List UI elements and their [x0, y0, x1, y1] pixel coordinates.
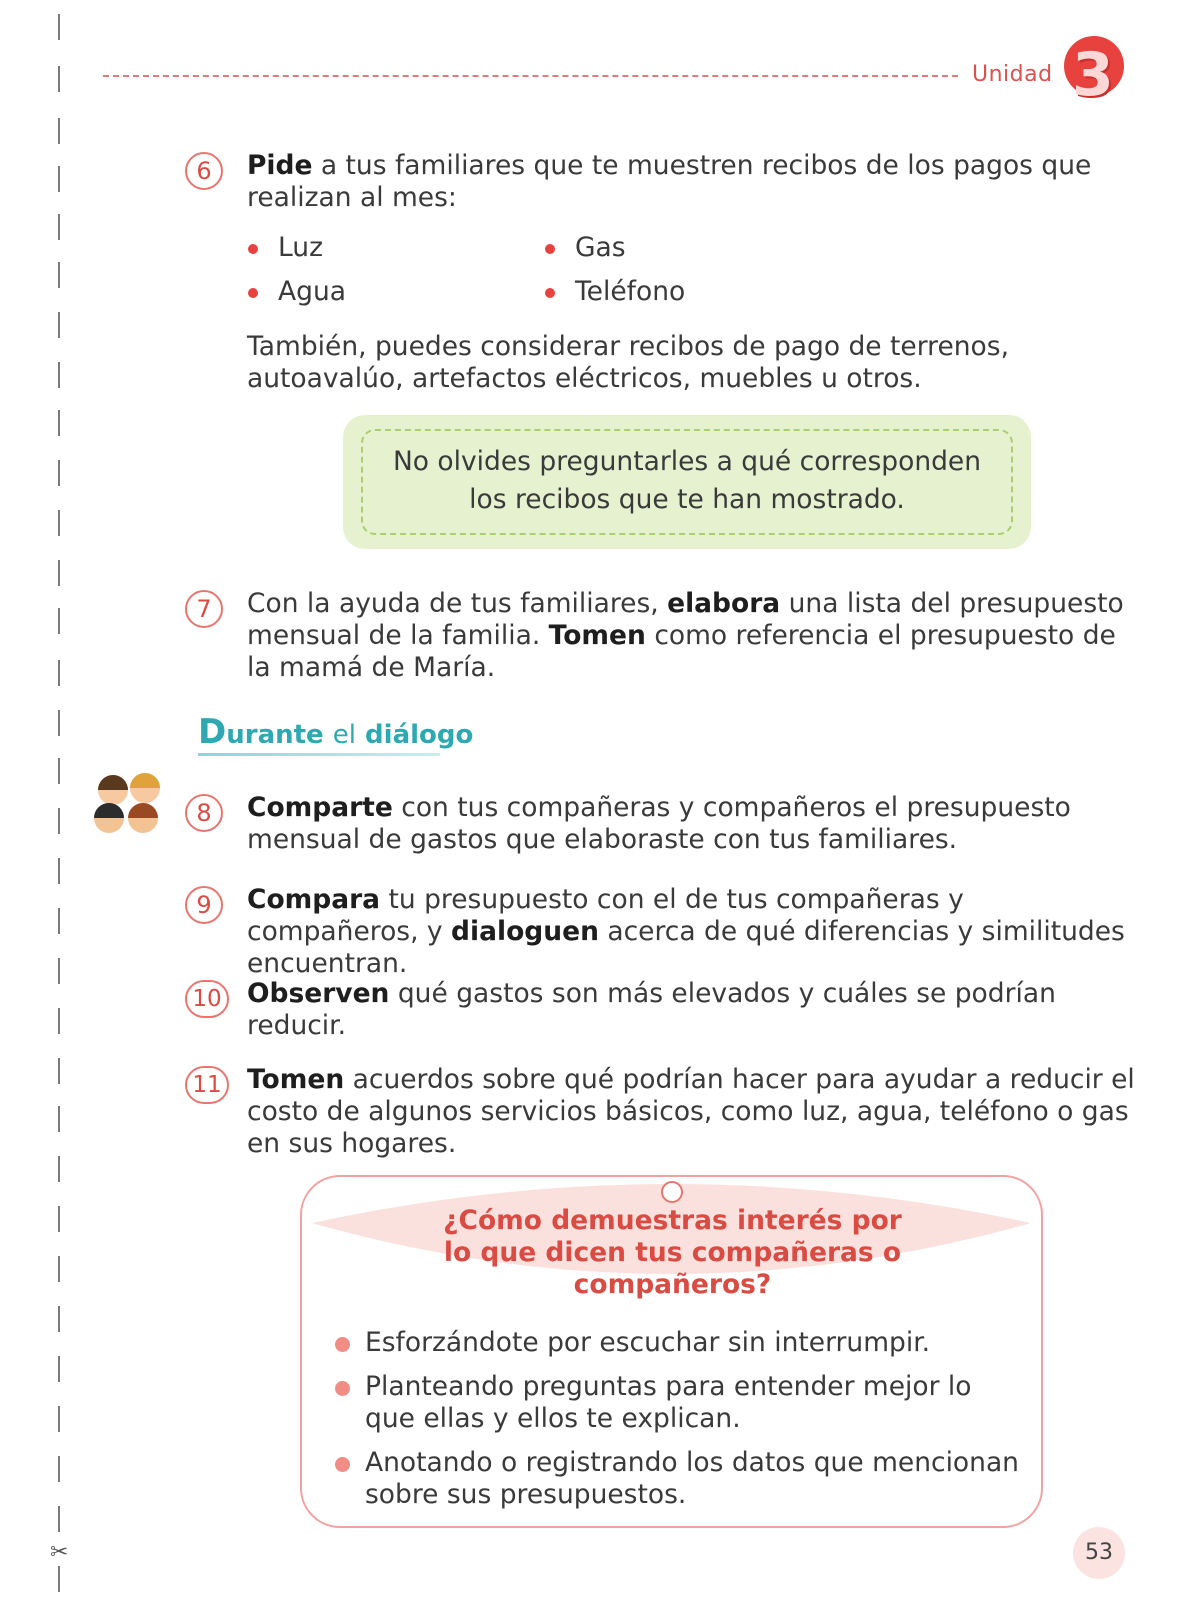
activity-number: 8: [185, 794, 223, 832]
extra-paragraph: También, puedes considerar recibos de pago de terrenos, autoavalúo, artefactos eléctricos, muebles u otros.: [247, 331, 1009, 394]
activity-text: Tomen acuerdos sobre qué podrían hacer para ayudar a reducir el costo de algunos servicios básicos, como luz, agua, teléfono o gas en sus hogares.: [247, 1064, 1135, 1159]
unit-label: Unidad: [972, 62, 1053, 87]
header-dashed-line: [103, 75, 958, 77]
section-underline: [198, 753, 440, 756]
unit-number: 3: [1072, 40, 1114, 110]
scissors-icon: ✂: [50, 1540, 69, 1565]
activity-text: Con la ayuda de tus familiares, elabora una lista del presupuesto mensual de la familia. Tomen como referencia el presupuesto de la mamá de María.: [247, 588, 1124, 683]
unit-number-badge: [1064, 36, 1124, 110]
activity-number: 10: [185, 980, 229, 1018]
activity-number: 9: [185, 886, 223, 924]
page-number: 53: [1073, 1527, 1125, 1579]
activity-text: Comparte con tus compañeras y compañeros el presupuesto mensual de gastos que elaboraste con tus familiares.: [247, 792, 1071, 855]
activity-number: 6: [185, 152, 223, 190]
reflection-question: ¿Cómo demuestras interés por lo que dicen tus compañeras o compañeros?: [443, 1205, 902, 1300]
tip-line: los recibos que te han mostrado.: [469, 484, 905, 515]
tip-line: No olvides preguntarles a qué corresponden: [392, 446, 982, 477]
activity-text: Compara tu presupuesto con el de tus compañeras y compañeros, y dialoguen acerca de qué diferencias y similitudes encuentran.: [247, 884, 1125, 979]
list-item: Luz: [248, 232, 323, 263]
group-children-icon: [94, 773, 164, 835]
list-item: Agua: [248, 276, 346, 307]
activity-number: 7: [185, 590, 223, 628]
activity-number: 11: [185, 1066, 229, 1104]
activity-text: Pide a tus familiares que te muestren recibos de los pagos que realizan al mes:: [247, 150, 1092, 213]
activity-text: Observen qué gastos son más elevados y cuáles se podrían reducir.: [247, 978, 1056, 1041]
list-item: Gas: [545, 232, 626, 263]
section-heading: Durante el diálogo: [198, 712, 474, 752]
ring-icon: [661, 1181, 683, 1203]
tip-box: [343, 415, 1031, 549]
list-item: Teléfono: [545, 276, 685, 307]
